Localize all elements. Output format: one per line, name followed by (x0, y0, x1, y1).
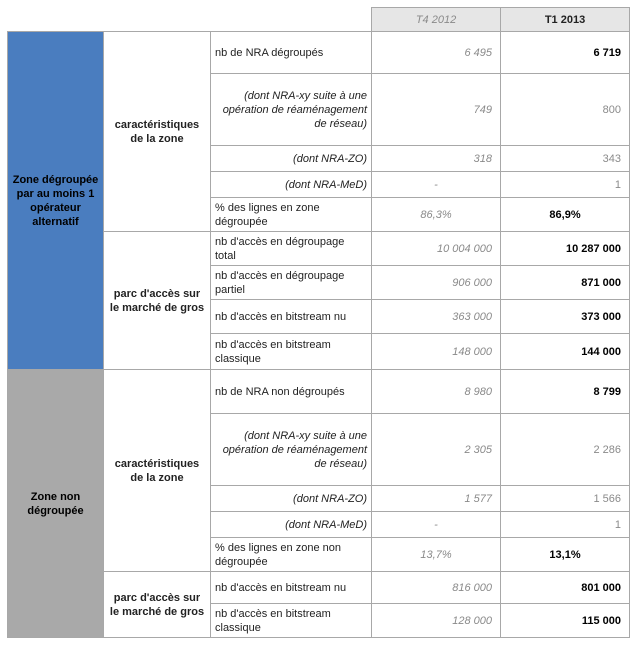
row-label: nb d'accès en bitstream nu (211, 300, 372, 334)
value-t1-2013: 115 000 (501, 604, 630, 638)
value-t4-2012: 10 004 000 (372, 232, 501, 266)
row-label: (dont NRA-MeD) (211, 172, 372, 198)
value-t1-2013: 1 (501, 172, 630, 198)
row-label: nb de NRA dégroupés (211, 32, 372, 74)
row-label: (dont NRA-ZO) (211, 486, 372, 512)
row-label: (dont NRA-MeD) (211, 512, 372, 538)
value-t1-2013: 1 (501, 512, 630, 538)
zone-non-degroupee-label: Zone non dégroupée (8, 370, 104, 638)
header-t1-2013: T1 2013 (501, 8, 630, 32)
row-label: nb d'accès en bitstream classique (211, 604, 372, 638)
value-t1-2013: 13,1% (501, 538, 630, 572)
row-label: (dont NRA-xy suite à une opération de réaménagement de réseau) (211, 414, 372, 486)
row-label: nb d'accès en dégroupage total (211, 232, 372, 266)
value-t4-2012: 148 000 (372, 334, 501, 370)
value-t1-2013: 800 (501, 74, 630, 146)
row-label: nb d'accès en bitstream classique (211, 334, 372, 370)
value-t4-2012: 1 577 (372, 486, 501, 512)
value-t4-2012: 318 (372, 146, 501, 172)
row-label: (dont NRA-xy suite à une opération de réaménagement de réseau) (211, 74, 372, 146)
value-t1-2013: 801 000 (501, 572, 630, 604)
value-t1-2013: 871 000 (501, 266, 630, 300)
group-caracteristiques: caractéristiques de la zone (104, 370, 211, 572)
statistics-table (7, 7, 630, 638)
value-t4-2012: 906 000 (372, 266, 501, 300)
value-t4-2012: 749 (372, 74, 501, 146)
header-blank (8, 8, 372, 32)
row-label: (dont NRA-ZO) (211, 146, 372, 172)
row-label: nb d'accès en bitstream nu (211, 572, 372, 604)
group-parc-acces: parc d'accès sur le marché de gros (104, 232, 211, 370)
value-t1-2013: 2 286 (501, 414, 630, 486)
value-t4-2012: 816 000 (372, 572, 501, 604)
row-label: % des lignes en zone dégroupée (211, 198, 372, 232)
value-t4-2012: - (372, 512, 501, 538)
value-t1-2013: 1 566 (501, 486, 630, 512)
row-label: nb de NRA non dégroupés (211, 370, 372, 414)
value-t4-2012: 128 000 (372, 604, 501, 638)
row-label: % des lignes en zone non dégroupée (211, 538, 372, 572)
value-t4-2012: 13,7% (372, 538, 501, 572)
zone-degroupee-label: Zone dégroupée par au moins 1 opérateur alternatif (8, 32, 104, 370)
row-label: nb d'accès en dégroupage partiel (211, 266, 372, 300)
value-t4-2012: 86,3% (372, 198, 501, 232)
value-t4-2012: 8 980 (372, 370, 501, 414)
value-t4-2012: 6 495 (372, 32, 501, 74)
value-t1-2013: 10 287 000 (501, 232, 630, 266)
header-t4-2012: T4 2012 (372, 8, 501, 32)
group-parc-acces: parc d'accès sur le marché de gros (104, 572, 211, 638)
value-t1-2013: 343 (501, 146, 630, 172)
value-t4-2012: - (372, 172, 501, 198)
value-t4-2012: 363 000 (372, 300, 501, 334)
group-caracteristiques: caractéristiques de la zone (104, 32, 211, 232)
value-t4-2012: 2 305 (372, 414, 501, 486)
value-t1-2013: 144 000 (501, 334, 630, 370)
value-t1-2013: 86,9% (501, 198, 630, 232)
value-t1-2013: 8 799 (501, 370, 630, 414)
value-t1-2013: 6 719 (501, 32, 630, 74)
value-t1-2013: 373 000 (501, 300, 630, 334)
